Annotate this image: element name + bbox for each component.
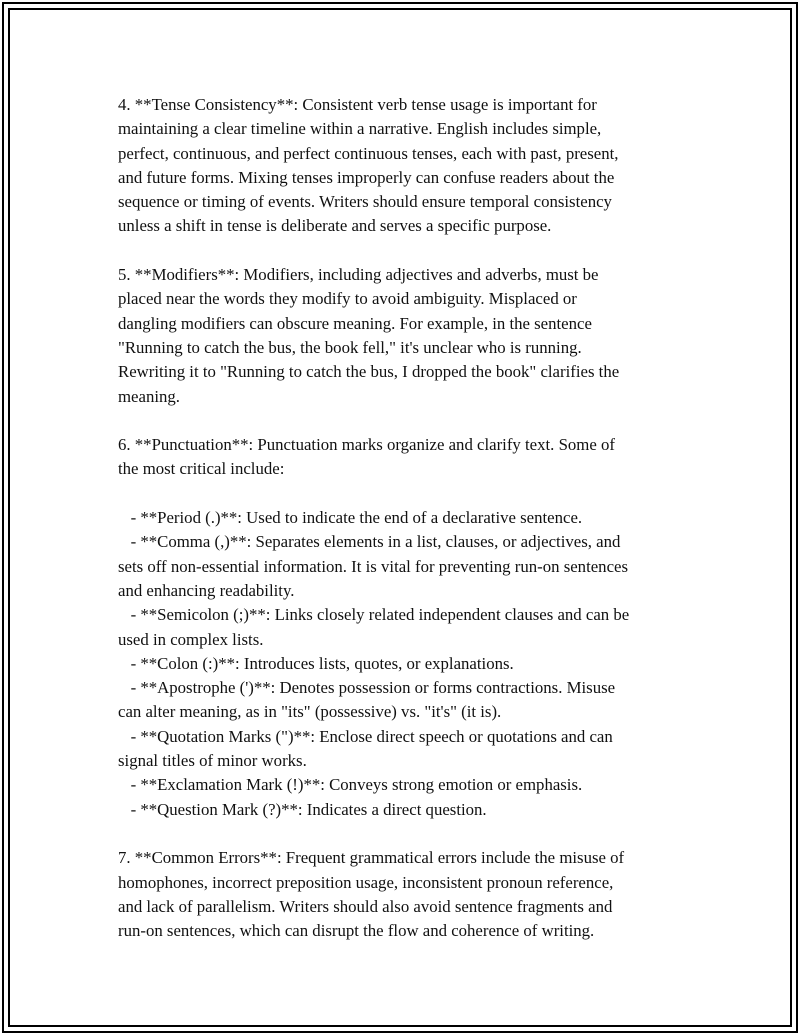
text-line: and enhancing readability. xyxy=(118,580,295,600)
text-line: and lack of parallelism. Writers should also avoid sentence fragments and xyxy=(118,896,613,916)
list-item-comma xyxy=(118,530,688,603)
text-line: run-on sentences, which can disrupt the flow and coherence of writing. xyxy=(118,921,595,941)
text-line: 7. **Common Errors**: Frequent grammatical errors include the misuse of xyxy=(118,848,625,868)
text-line: - **Comma (,)**: Separates elements in a list, clauses, or adjectives, and xyxy=(118,532,621,552)
text-line: placed near the words they modify to avoid ambiguity. Misplaced or xyxy=(118,289,577,309)
text-line: - **Period (.)**: Used to indicate the end of a declarative sentence. xyxy=(118,508,583,528)
section-tense-consistency xyxy=(118,93,688,239)
text-line: and future forms. Mixing tenses improperly can confuse readers about the xyxy=(118,167,615,187)
text-line: meaning. xyxy=(118,386,180,406)
text-line: 6. **Punctuation**: Punctuation marks organize and clarify text. Some of xyxy=(118,435,615,455)
text-line: - **Question Mark (?)**: Indicates a direct question. xyxy=(118,799,487,819)
section-punctuation xyxy=(118,433,688,482)
text-line: can alter meaning, as in "its" (possessive) vs. "it's" (it is). xyxy=(118,702,502,722)
list-item-apostrophe xyxy=(118,676,688,725)
text-line: unless a shift in tense is deliberate and serves a specific purpose. xyxy=(118,216,552,236)
text-line: the most critical include: xyxy=(118,459,285,479)
list-item-colon xyxy=(118,652,688,676)
text-line: - **Exclamation Mark (!)**: Conveys strong emotion or emphasis. xyxy=(118,775,583,795)
list-item-semicolon xyxy=(118,603,688,652)
document-body xyxy=(118,93,688,968)
text-line: - **Semicolon (;)**: Links closely related independent clauses and can be xyxy=(118,605,630,625)
text-line: sequence or timing of events. Writers should ensure temporal consistency xyxy=(118,192,612,212)
list-item-period xyxy=(118,506,688,530)
text-line: - **Colon (:)**: Introduces lists, quotes, or explanations. xyxy=(118,653,514,673)
text-line: maintaining a clear timeline within a narrative. English includes simple, xyxy=(118,119,602,139)
list-item-quotation-marks xyxy=(118,725,688,774)
list-item-exclamation-mark xyxy=(118,773,688,797)
text-line: 5. **Modifiers**: Modifiers, including adjectives and adverbs, must be xyxy=(118,265,599,285)
text-line: perfect, continuous, and perfect continuous tenses, each with past, present, xyxy=(118,143,619,163)
text-line: sets off non-essential information. It is vital for preventing run-on sentences xyxy=(118,556,628,576)
text-line: homophones, incorrect preposition usage, inconsistent pronoun reference, xyxy=(118,872,614,892)
text-line: "Running to catch the bus, the book fell," it's unclear who is running. xyxy=(118,337,582,357)
text-line: used in complex lists. xyxy=(118,629,264,649)
text-line: - **Apostrophe (')**: Denotes possession or forms contractions. Misuse xyxy=(118,678,616,698)
text-line: signal titles of minor works. xyxy=(118,751,307,771)
list-item-question-mark xyxy=(118,798,688,822)
text-line: dangling modifiers can obscure meaning. For example, in the sentence xyxy=(118,313,592,333)
section-modifiers xyxy=(118,263,688,409)
text-line: - **Quotation Marks (")**: Enclose direct speech or quotations and can xyxy=(118,726,613,746)
section-common-errors xyxy=(118,846,688,943)
punctuation-list xyxy=(118,506,688,822)
text-line: 4. **Tense Consistency**: Consistent verb tense usage is important for xyxy=(118,95,597,114)
text-line: Rewriting it to "Running to catch the bus, I dropped the book" clarifies the xyxy=(118,362,620,382)
